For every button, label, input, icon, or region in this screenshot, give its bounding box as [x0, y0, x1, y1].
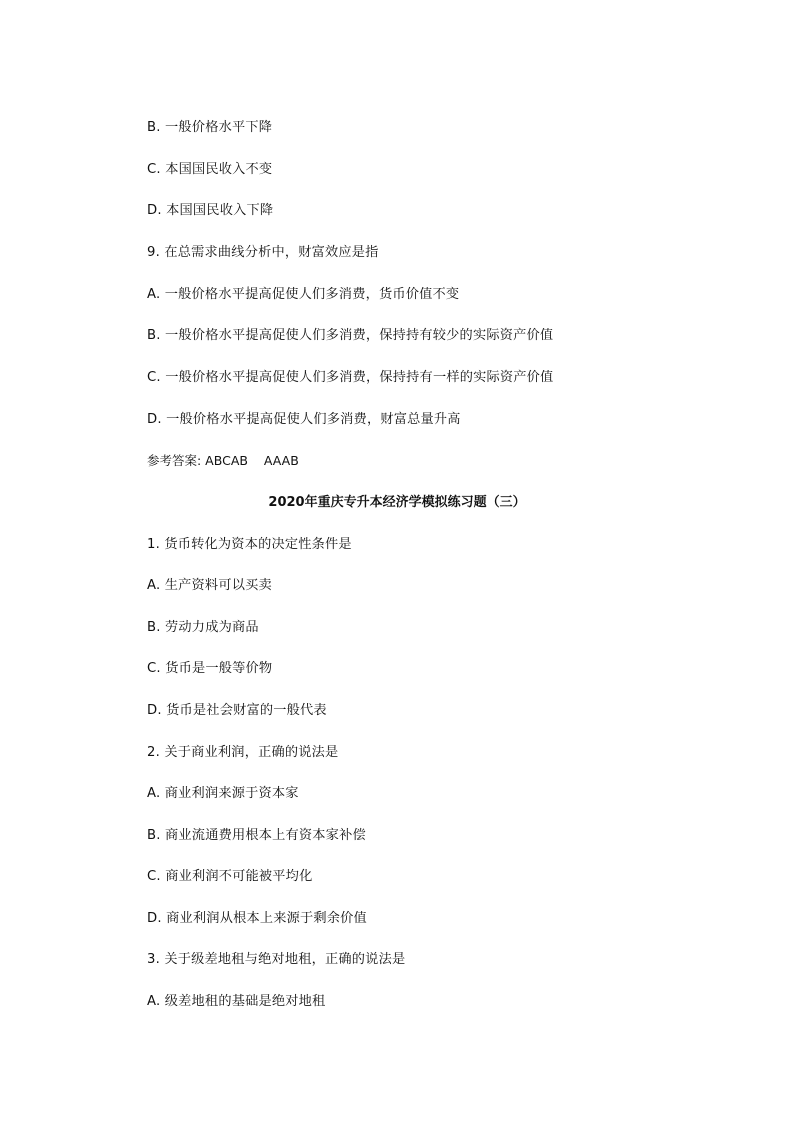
question-2-option-c: C. 商业利润不可能被平均化	[147, 869, 313, 884]
question-1-option-a: A. 生产资料可以买卖	[147, 578, 272, 593]
question-9-option-b: B. 一般价格水平提高促使人们多消费，保持持有较少的实际资产价值	[147, 328, 554, 343]
question-1-option-c: C. 货币是一般等价物	[147, 661, 273, 676]
question-9-option-c: C. 一般价格水平提高促使人们多消费，保持持有一样的实际资产价值	[147, 370, 554, 385]
question-1-option-d: D. 货币是社会财富的一般代表	[147, 703, 327, 718]
question-9-option-d: D. 一般价格水平提高促使人们多消费，财富总量升高	[147, 412, 461, 427]
option-d-national-income-falls: D. 本国国民收入下降	[147, 203, 274, 218]
answer-key: 参考答案: ABCAB AAAB	[147, 453, 299, 468]
question-2-option-d: D. 商业利润从根本上来源于剩余价值	[147, 911, 367, 926]
question-1: 1. 货币转化为资本的决定性条件是	[147, 537, 352, 552]
question-9: 9. 在总需求曲线分析中，财富效应是指	[147, 245, 379, 260]
question-2-option-b: B. 商业流通费用根本上有资本家补偿	[147, 828, 366, 843]
question-2-option-a: A. 商业利润来源于资本家	[147, 786, 299, 801]
option-c-national-income-unchanged: C. 本国国民收入不变	[147, 162, 273, 177]
question-1-option-b: B. 劳动力成为商品	[147, 620, 259, 635]
question-3: 3. 关于级差地租与绝对地租，正确的说法是	[147, 952, 406, 967]
option-b-price-level-falls: B. 一般价格水平下降	[147, 120, 273, 135]
section-title: 2020年重庆专升本经济学模拟练习题（三）	[268, 495, 526, 510]
question-2: 2. 关于商业利润，正确的说法是	[147, 745, 339, 760]
question-3-option-a: A. 级差地租的基础是绝对地租	[147, 994, 326, 1009]
question-9-option-a: A. 一般价格水平提高促使人们多消费，货币价值不变	[147, 287, 460, 302]
